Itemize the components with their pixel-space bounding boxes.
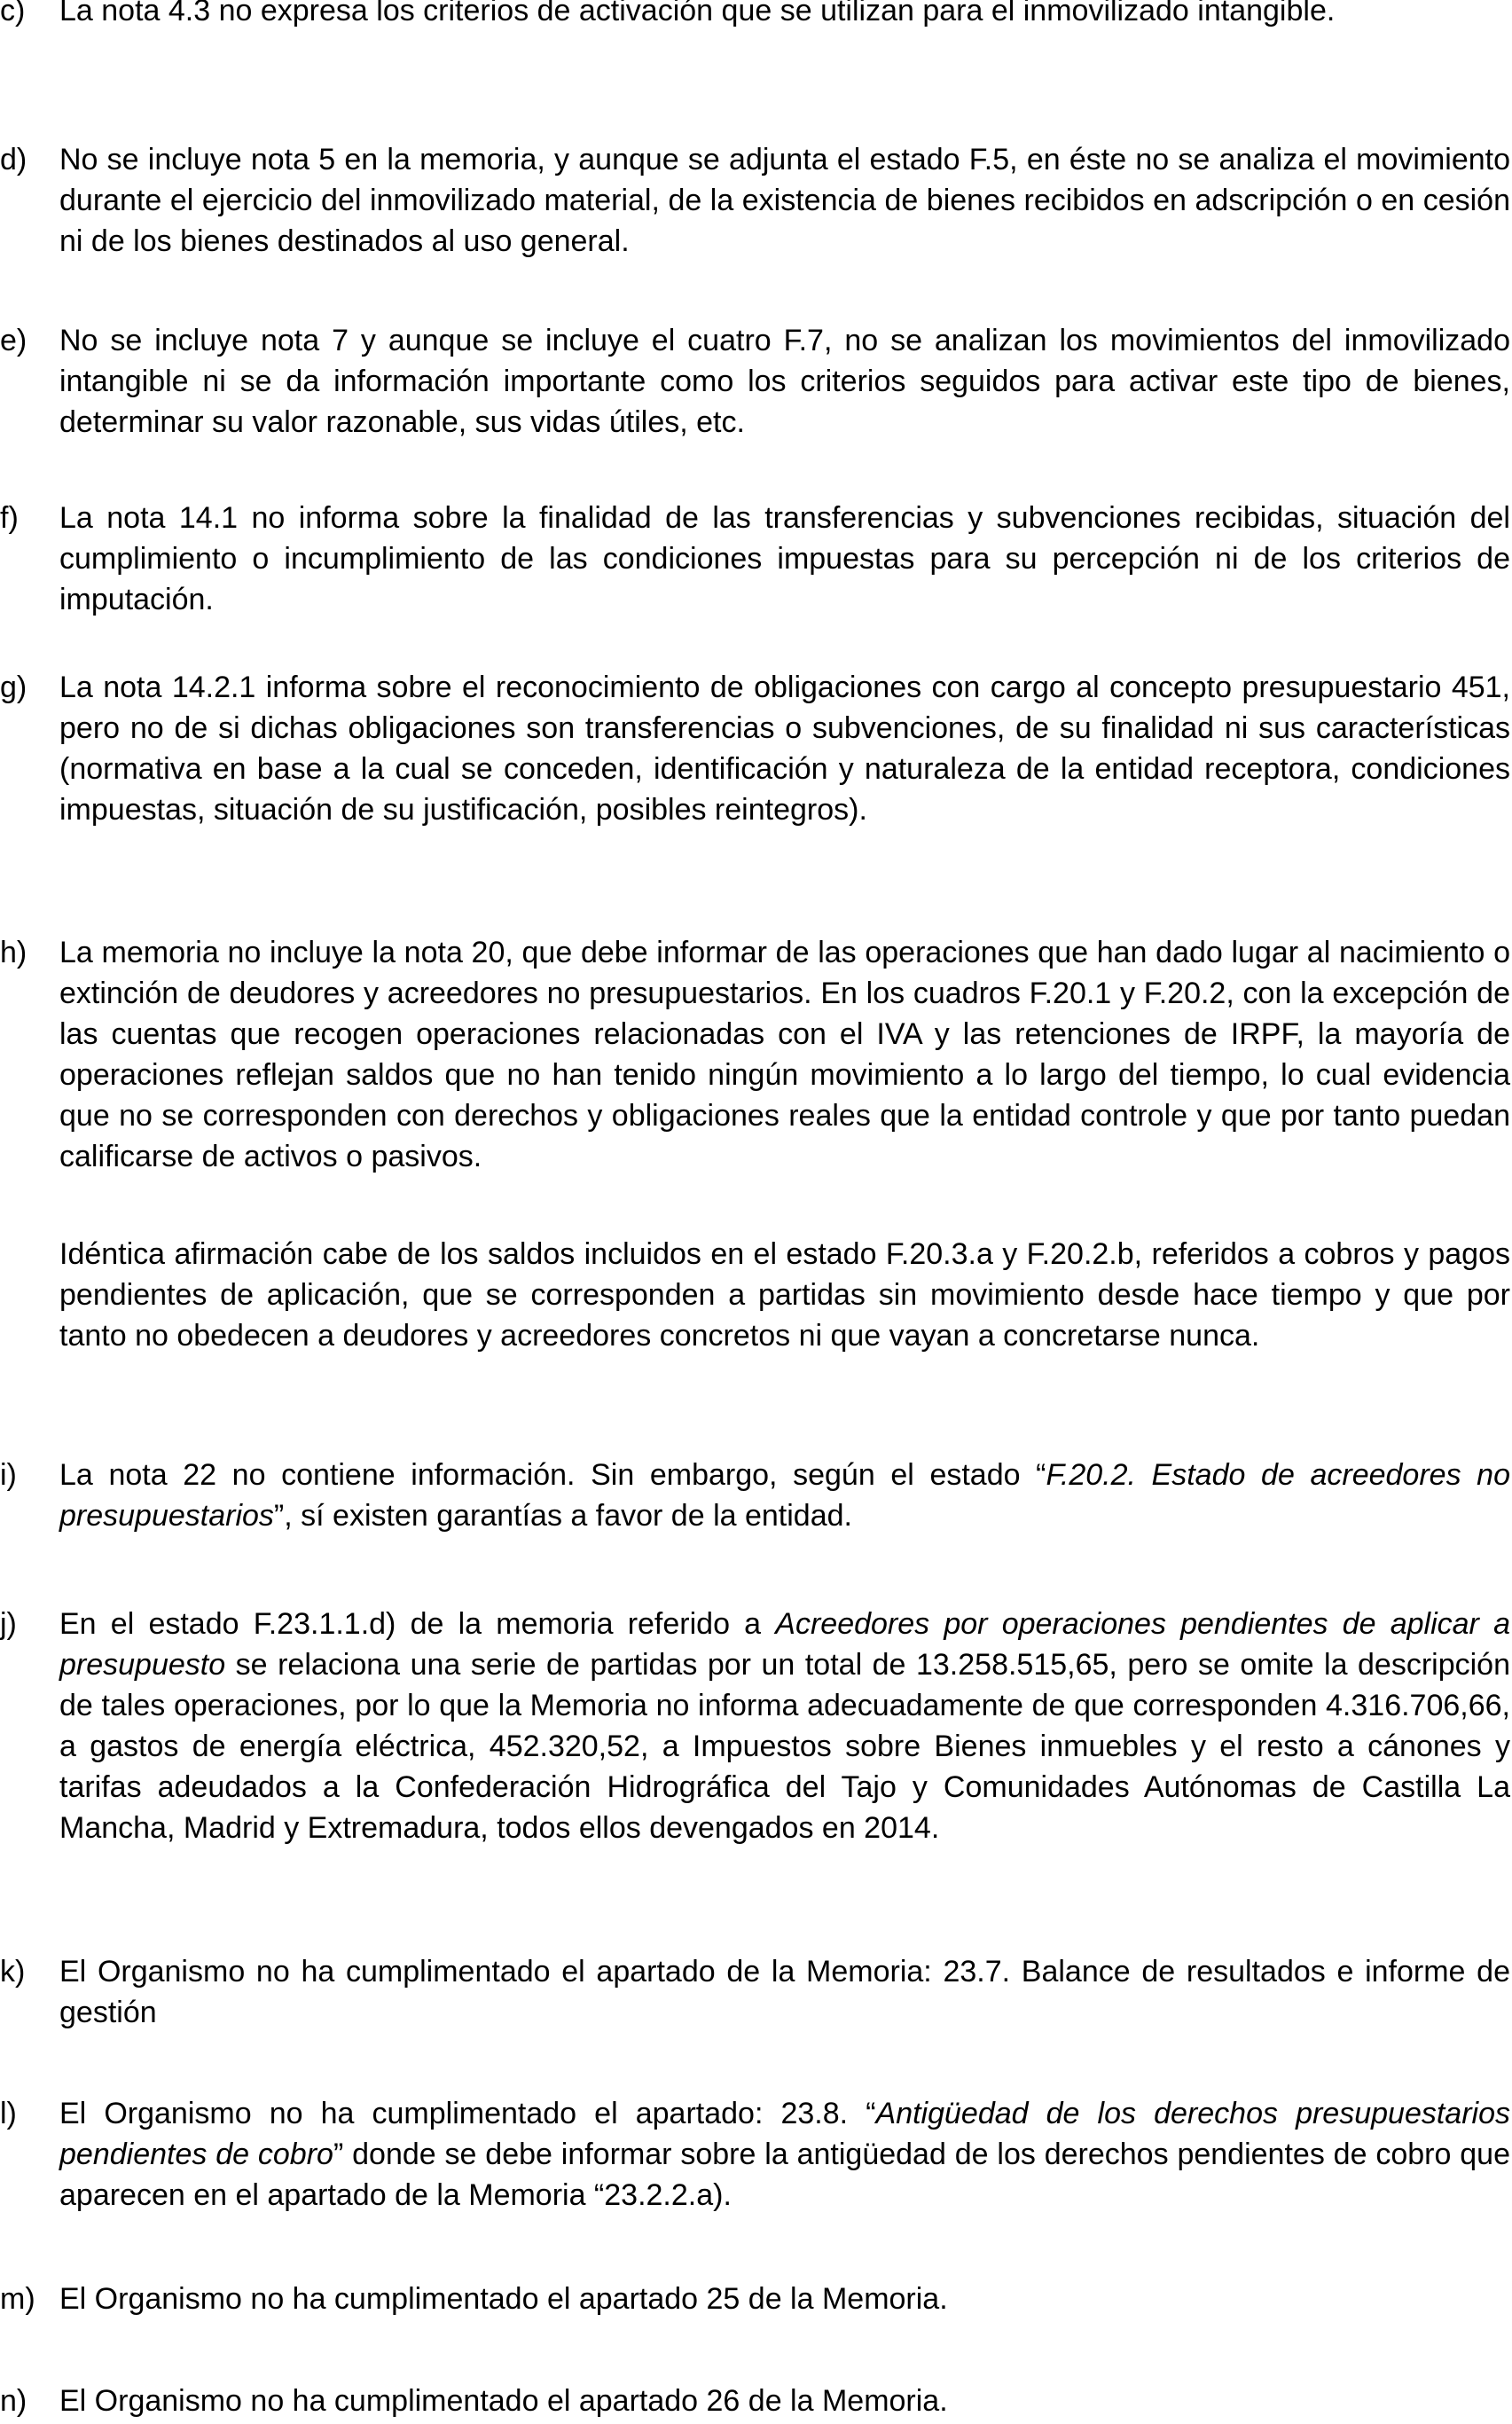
list-item-h	[0, 932, 1512, 1353]
item-text: No se incluye nota 5 en la memoria, y aunque se adjunta el estado F.5, en éste no se analiza el movimiento durante el ejercicio del inmovilizado material, de la existencia de bienes recibidos en adscripción o en cesión ni de los bienes destinados al uso general.	[59, 143, 1510, 258]
item-letter: i)	[0, 1458, 17, 1492]
item-letter: e)	[0, 324, 27, 357]
item-text: La nota 22 no contiene información. Sin embargo, según el estado “F.20.2. Estado de acreedores no presupuestarios”, sí existen garantías a favor de la entidad.	[59, 1458, 1511, 1533]
item-letter: n)	[0, 2384, 27, 2418]
item-text: La nota 14.1 no informa sobre la finalidad de las transferencias y subvenciones recibidas, situación del cumplimiento o incumplimiento de las condiciones impuestas para su percepción ni de los criterios de imputación.	[59, 501, 1510, 616]
item-text: El Organismo no ha cumplimentado el apartado: 23.8. “Antigüedad de los derechos presupuestarios pendientes de cobro” donde se debe informar sobre la antigüedad de los derechos pendientes de cobro que aparecen en el apartado de la Memoria “23.2.2.a).	[59, 2097, 1510, 2212]
item-text: La nota 14.2.1 informa sobre el reconocimiento de obligaciones con cargo al concepto presupuestario 451, pero no de si dichas obligaciones son transferencias o subvenciones, de su finalidad ni sus características (normativa en base a la cual se conceden, identificación y naturaleza de la entidad receptora, condiciones impuestas, situación de su justificación, posibles reintegros).	[59, 671, 1510, 827]
list-item-j	[0, 1604, 1512, 1848]
item-letter: j)	[0, 1607, 17, 1641]
list-item-n	[0, 2381, 1512, 2421]
item-text: La nota 4.3 no expresa los criterios de activación que se utilizan para el inmovilizado intangible.	[59, 0, 1336, 27]
item-text: La memoria no incluye la nota 20, que debe informar de las operaciones que han dado lugar al nacimiento o extinción de deudores y acreedores no presupuestarios. En los cuadros F.20.1 y F.20.2, con la excepción de las cuentas que recogen operaciones relacionadas con el IVA y las retenciones de IRPF, la mayoría de operaciones reflejan saldos que no han tenido ningún movimiento a lo largo del tiempo, lo cual evidencia que no se corresponden con derechos y obligaciones reales que la entidad controle y que por tanto puedan calificarse de activos o pasivos.	[59, 936, 1510, 1173]
item-letter: g)	[0, 671, 27, 704]
item-continuation-text: Idéntica afirmación cabe de los saldos incluidos en el estado F.20.3.a y F.20.2.b, referidos a cobros y pagos pendientes de aplicación, que se corresponden a partidas sin movimiento desde hace tiempo y que por tanto no obedecen a deudores y acreedores concretos ni que vayan a concretarse nunca.	[59, 1237, 1510, 1353]
italic-reference: Acreedores por operaciones pendientes de aplicar a presupuesto	[59, 1607, 1510, 1682]
item-text: No se incluye nota 7 y aunque se incluye el cuatro F.7, no se analizan los movimientos del inmovilizado intangible ni se da información importante como los criterios seguidos para activar este tipo de bienes, determinar su valor razonable, sus vidas útiles, etc.	[59, 324, 1510, 439]
item-letter: k)	[0, 1955, 26, 1989]
item-letter: m)	[0, 2282, 35, 2316]
list-item-m	[0, 2279, 1512, 2319]
item-letter: c)	[0, 0, 26, 27]
italic-reference: F.20.2. Estado de acreedores no presupuestarios	[59, 1458, 1511, 1533]
list-item-k	[0, 1951, 1512, 2033]
list-item-g	[0, 667, 1512, 830]
list-item-l	[0, 2093, 1512, 2216]
list-item-f	[0, 498, 1512, 620]
item-text: El Organismo no ha cumplimentado el apartado 25 de la Memoria.	[59, 2282, 948, 2316]
item-text: El Organismo no ha cumplimentado el apartado 26 de la Memoria.	[59, 2384, 948, 2418]
list-item-i	[0, 1455, 1512, 1536]
item-letter: l)	[0, 2097, 17, 2130]
item-letter: f)	[0, 501, 19, 535]
list-item-c	[0, 0, 1512, 31]
item-letter: d)	[0, 143, 27, 177]
list-item-d	[0, 139, 1512, 262]
item-text: En el estado F.23.1.1.d) de la memoria referido a Acreedores por operaciones pendientes de aplicar a presupuesto se relaciona una serie de partidas por un total de 13.258.515,65, pero se omite la descripción de tales operaciones, por lo que la Memoria no informa adecuadamente de que corresponden 4.316.706,66, a gastos de energía eléctrica, 452.320,52, a Impuestos sobre Bienes inmuebles y el resto a cánones y tarifas adeudados a la Confederación Hidrográfica del Tajo y Comunidades Autónomas de Castilla La Mancha, Madrid y Extremadura, todos ellos devengados en 2014.	[59, 1607, 1510, 1845]
list-item-e	[0, 320, 1512, 443]
italic-reference: Antigüedad de los derechos presupuestarios pendientes de cobro	[59, 2097, 1510, 2171]
item-text: El Organismo no ha cumplimentado el apartado de la Memoria: 23.7. Balance de resultados e informe de gestión	[59, 1955, 1510, 2029]
item-letter: h)	[0, 936, 27, 969]
